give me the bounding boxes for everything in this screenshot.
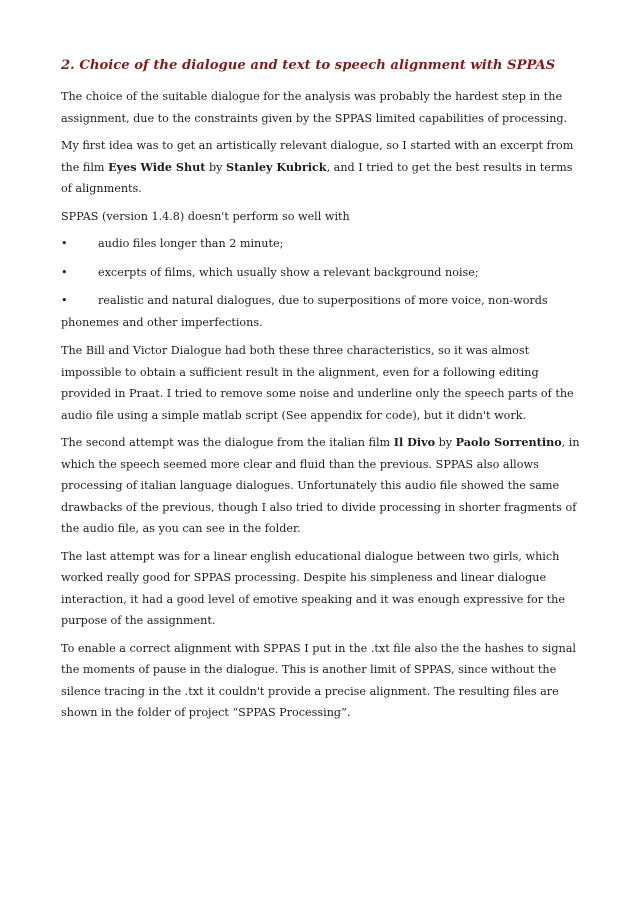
list-item — [61, 262, 581, 284]
paragraph-intro: The choice of the suitable dialogue for the analysis was probably the hardest step in the assignment, due to the constraints given by the SPPAS limited capabilities of processing. — [61, 90, 568, 125]
text-span: by — [435, 436, 456, 449]
section-heading: 2. Choice of the dialogue and text to speech alignment with SPPAS — [61, 58, 556, 73]
text-span: , and I tried to get the best results in terms of alignments. — [61, 160, 573, 195]
paragraph-second-attempt — [61, 432, 581, 540]
bullet-icon: • — [61, 294, 68, 307]
list-item — [61, 233, 581, 255]
text-span: My first idea was to get an artistically relevant dialogue, so I started with an excerpt from the film — [61, 139, 574, 174]
film-title: Il Divo — [393, 435, 436, 449]
film-title: Eyes Wide Shut — [108, 159, 206, 174]
paragraph-sppas-version: SPPAS (version 1.4.8) doesn't perform so well with — [61, 209, 350, 223]
paragraph-last-attempt: The last attempt was for a linear english educational dialogue between two girls, which worked really good for SPPAS processing. Despite his simpleness and linear dialogue interaction, it had a good level of emotive speaking and it was enough expressive for the purpose of the assignment. — [61, 549, 566, 627]
text-span: The second attempt was the dialogue from the italian film — [61, 436, 394, 449]
list-item-text: audio files longer than 2 minute; — [98, 237, 284, 250]
bullet-icon: • — [61, 237, 68, 250]
paragraph-first-idea — [61, 135, 581, 200]
paragraph-alignment: To enable a correct alignment with SPPAS I put in the .txt file also the the hashes to signal the moments of pause in the dialogue. This is another limit of SPPAS, since without the silence tracing in the .txt it couldn't provide a precise alignment. The resulting files are shown in the folder of project “SPPAS Processing”. — [61, 641, 576, 719]
list-item — [61, 290, 581, 333]
director-name: Stanley Kubrick — [226, 159, 327, 174]
bullet-icon: • — [61, 265, 68, 279]
text-span: by — [205, 160, 227, 174]
document-page — [61, 56, 581, 730]
paragraph-bill-victor: The Bill and Victor Dialogue had both these three characteristics, so it was almost impossible to obtain a sufficient result in the alignment, even for a following editing provided in Praat. I tried to remove some noise and underline only the speech parts of the audio file using a simple matlab script (See appendix for code), but it didn't work. — [61, 344, 574, 422]
list-item-text: excerpts of films, which usually show a relevant background noise; — [98, 265, 479, 279]
list-item-text: realistic and natural dialogues, due to superpositions of more voice, non-words phonemes and other imperfections. — [61, 294, 548, 329]
text-span: , in which the speech seemed more clear and fluid than the previous. SPPAS also allows processing of italian language dialogues. Unfortunately this audio file showed the same drawbacks of the previous, though I also tried to divide processing in shorter fragments of the audio file, as you can see in the folder. — [61, 436, 580, 535]
director-name: Paolo Sorrentino — [455, 435, 562, 449]
